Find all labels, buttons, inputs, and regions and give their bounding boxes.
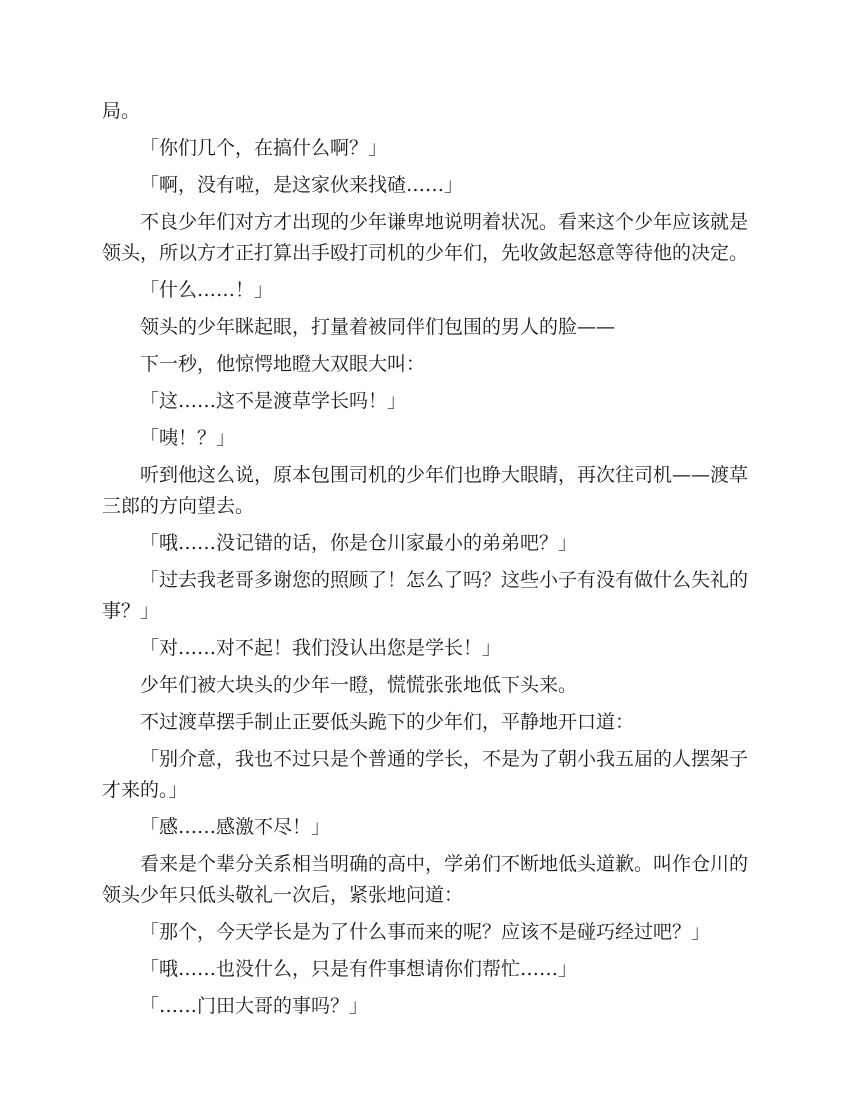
paragraph: 「那个，今天学长是为了什么事而来的呢？应该不是碰巧经过吧？」 <box>140 921 711 943</box>
paragraph: 下一秒，他惊愕地瞪大双眼大叫： <box>140 353 426 375</box>
paragraph: 「你们几个，在搞什么啊？」 <box>140 137 388 159</box>
paragraph: 看来是个辈分关系相当明确的高中，学弟们不断地低头道歉。叫作仓川的领头少年只低头敬礼一次后，紧张地问道： <box>102 853 749 906</box>
paragraph: 「什么……！」 <box>140 279 274 301</box>
paragraph: 「这……这不是渡草学长吗！」 <box>140 390 407 412</box>
paragraph: 领头的少年眯起眼，打量着被同伴们包围的男人的脸—— <box>140 316 616 338</box>
paragraph: 「过去我老哥多谢您的照顾了！怎么了吗？这些小子有没有做什么失礼的事？」 <box>102 569 749 622</box>
paragraph: 少年们被大块头的少年一瞪，慌慌张张地低下头来。 <box>140 674 578 696</box>
paragraph: 「咦！？」 <box>140 427 236 449</box>
paragraph: 「感……感激不尽！」 <box>140 816 331 838</box>
paragraph: 「……门田大哥的事吗？」 <box>140 995 369 1017</box>
paragraph: 「哦……也没什么，只是有件事想请你们帮忙……」 <box>140 958 578 980</box>
body-text <box>102 96 748 1028</box>
paragraph: 「哦……没记错的话，你是仓川家最小的弟弟吧？」 <box>140 532 578 554</box>
paragraph: 「啊，没有啦，是这家伙来找碴……」 <box>140 174 464 196</box>
paragraph: 「别介意，我也不过只是个普通的学长，不是为了朝小我五届的人摆架子才来的。」 <box>102 748 749 801</box>
paragraph: 听到他这么说，原本包围司机的少年们也睁大眼睛，再次往司机——渡草三郎的方向望去。 <box>102 464 749 517</box>
paragraph: 不过渡草摆手制止正要低头跪下的少年们，平静地开口道： <box>140 711 635 733</box>
paragraph: 「对……对不起！我们没认出您是学长！」 <box>140 637 502 659</box>
paragraph: 不良少年们对方才出现的少年谦卑地说明着状况。看来这个少年应该就是领头，所以方才正打算出手殴打司机的少年们，先收敛起怒意等待他的决定。 <box>102 211 749 264</box>
paragraph: 局。 <box>102 100 141 122</box>
